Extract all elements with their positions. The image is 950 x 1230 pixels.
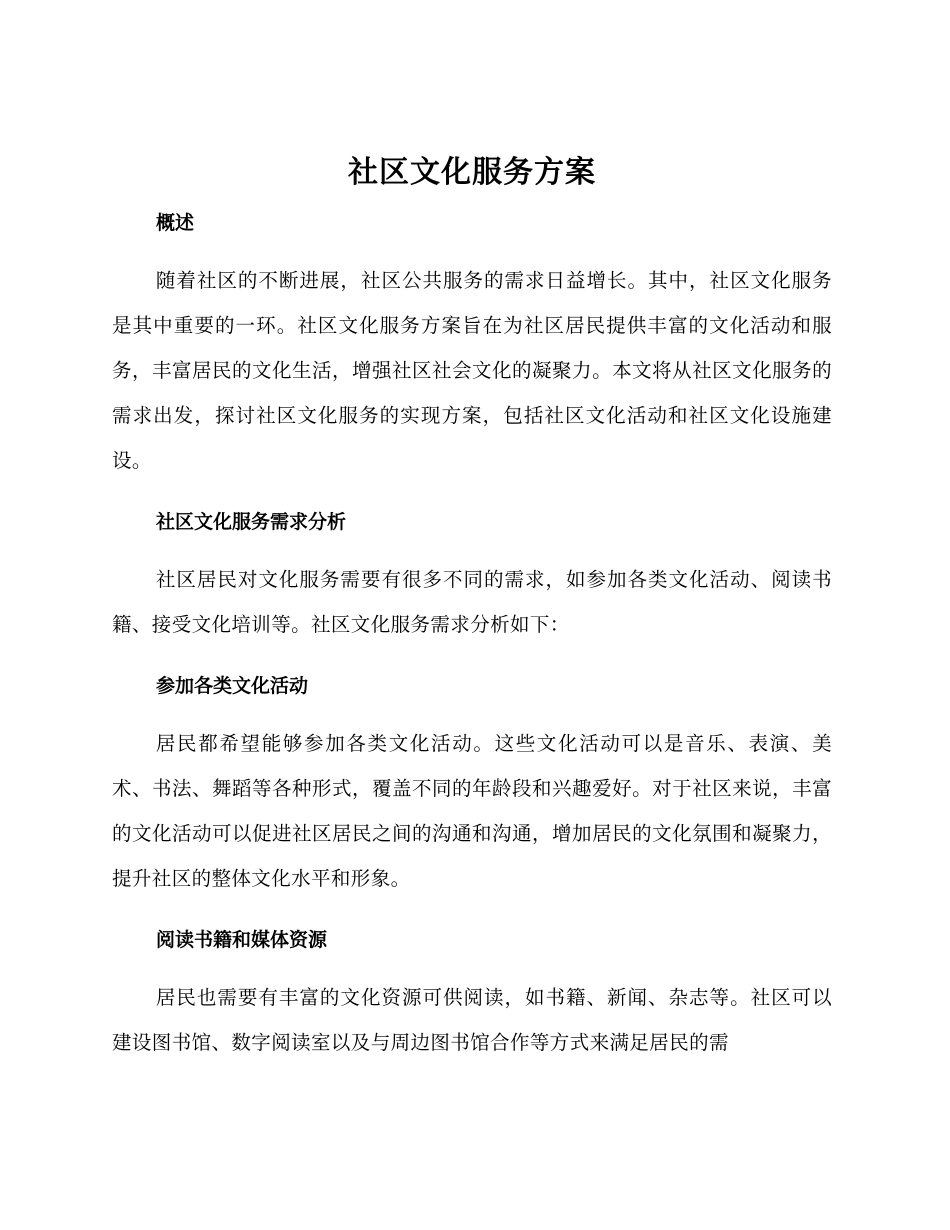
section-paragraph-reading-resources: 居民也需要有丰富的文化资源可供阅读，如书籍、新闻、杂志等。社区可以建设图书馆、数字阅读室以及与周边图书馆合作等方式来满足居民的需 xyxy=(112,986,832,1054)
section-heading-cultural-activities: 参加各类文化活动 xyxy=(156,675,309,697)
section-paragraph-cultural-activities: 居民都希望能够参加各类文化活动。这些文化活动可以是音乐、表演、美术、书法、舞蹈等各种形式，覆盖不同的年龄段和兴趣爱好。对于社区来说，丰富的文化活动可以促进社区居民之间的沟通和沟通，增加居民的文化氛围和凝聚力，提升社区的整体文化水平和形象。 xyxy=(112,732,832,890)
section-heading-overview: 概述 xyxy=(156,212,195,234)
section-heading-demand-analysis: 社区文化服务需求分析 xyxy=(156,511,347,533)
section-paragraph-demand-analysis: 社区居民对文化服务需要有很多不同的需求，如参加各类文化活动、阅读书籍、接受文化培训等。社区文化服务需求分析如下： xyxy=(112,568,832,636)
section-heading-reading-resources: 阅读书籍和媒体资源 xyxy=(156,929,328,951)
document-title: 社区文化服务方案 xyxy=(348,155,596,190)
document-body xyxy=(112,150,832,1065)
section-paragraph-overview: 随着社区的不断进展，社区公共服务的需求日益增长。其中，社区文化服务是其中重要的一环。社区文化服务方案旨在为社区居民提供丰富的文化活动和服务，丰富居民的文化生活，增强社区社会文化的凝聚力。本文将从社区文化服务的需求出发，探讨社区文化服务的实现方案，包括社区文化活动和社区文化设施建设。 xyxy=(112,269,832,472)
